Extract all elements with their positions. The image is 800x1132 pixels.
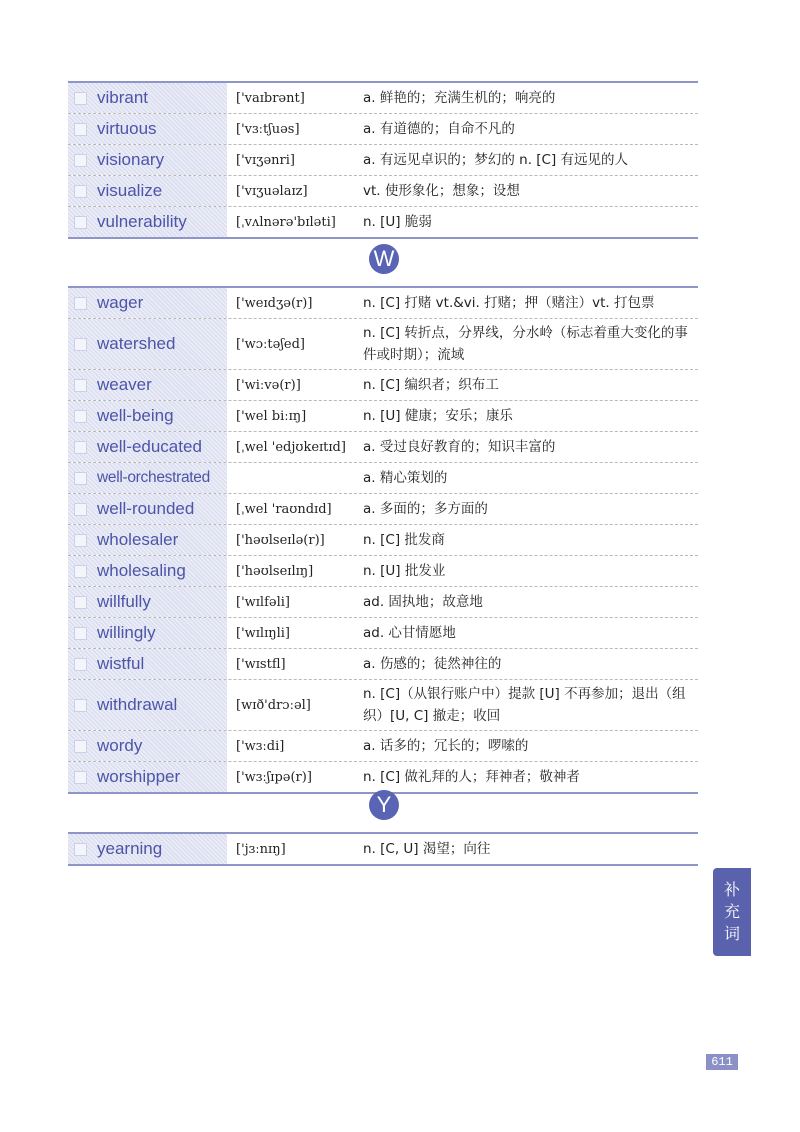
table-row <box>68 649 698 680</box>
vocab-table-w <box>68 286 698 794</box>
table-row <box>68 762 698 792</box>
entry-definition: n. [C] 编织者；织布工 <box>363 377 499 393</box>
section-letter-w: W <box>369 244 399 274</box>
table-row <box>68 556 698 587</box>
entry-phonetic: ['vɪʒuəlaɪz] <box>236 183 308 199</box>
side-tab-char: 充 <box>723 902 740 921</box>
entry-word: yearning <box>97 839 163 858</box>
table-row <box>68 680 698 731</box>
entry-definition: n. [C] 转折点，分界线，分水岭（标志着重大变化的事件或时期）；流域 <box>363 325 688 363</box>
entry-word: worshipper <box>97 767 181 786</box>
table-row <box>68 176 698 207</box>
checkbox[interactable] <box>74 185 87 198</box>
table-row <box>68 319 698 370</box>
entry-definition: a. 鲜艳的；充满生机的；响亮的 <box>363 90 556 106</box>
checkbox[interactable] <box>74 658 87 671</box>
entry-phonetic: ['wel biːɪŋ] <box>236 408 307 424</box>
entry-word: virtuous <box>97 119 157 138</box>
checkbox[interactable] <box>74 503 87 516</box>
entry-definition: a. 伤感的；徒然神往的 <box>363 656 502 672</box>
entry-definition: n. [U] 脆弱 <box>363 214 432 230</box>
checkbox[interactable] <box>74 740 87 753</box>
entry-phonetic: ['jɜːnɪŋ] <box>236 841 286 857</box>
entry-word: visualize <box>97 181 163 200</box>
entry-definition: ad. 心甘情愿地 <box>363 625 456 641</box>
entry-word: withdrawal <box>97 695 178 714</box>
checkbox[interactable] <box>74 338 87 351</box>
entry-phonetic: ['həʊlseɪlə(r)] <box>236 532 325 548</box>
vocab-table-v <box>68 81 698 239</box>
checkbox[interactable] <box>74 565 87 578</box>
entry-phonetic: ['vɜːtʃuəs] <box>236 121 300 137</box>
entry-definition: n. [U] 健康；安乐；康乐 <box>363 408 513 424</box>
entry-phonetic: [ˌvʌlnərə'bɪləti] <box>236 214 336 230</box>
entry-phonetic: ['wɜːdi] <box>236 738 285 754</box>
entry-definition: a. 多面的；多方面的 <box>363 501 488 517</box>
entry-phonetic: ['wɜːʃɪpə(r)] <box>236 769 312 785</box>
entry-word: wager <box>97 293 144 312</box>
entry-phonetic: [ˌwel 'raʊndɪd] <box>236 501 332 517</box>
checkbox[interactable] <box>74 154 87 167</box>
entry-phonetic: ['wɔːtəʃed] <box>236 336 305 352</box>
entry-word: well-being <box>97 406 174 425</box>
entry-phonetic: ['vɪʒənri] <box>236 152 295 168</box>
checkbox[interactable] <box>74 441 87 454</box>
entry-definition: a. 有道德的；自命不凡的 <box>363 121 515 137</box>
checkbox[interactable] <box>74 771 87 784</box>
entry-phonetic: [wɪð'drɔːəl] <box>236 697 311 713</box>
table-row <box>68 145 698 176</box>
entry-word: wholesaler <box>97 530 179 549</box>
checkbox[interactable] <box>74 627 87 640</box>
side-tab-char: 补 <box>723 880 740 899</box>
entry-word: wordy <box>97 736 143 755</box>
checkbox[interactable] <box>74 596 87 609</box>
entry-phonetic: ['vaɪbrənt] <box>236 90 305 106</box>
checkbox[interactable] <box>74 216 87 229</box>
checkbox[interactable] <box>74 92 87 105</box>
side-tab-supplementary-words[interactable] <box>713 868 751 956</box>
entry-definition: a. 受过良好教育的；知识丰富的 <box>363 439 556 455</box>
checkbox[interactable] <box>74 534 87 547</box>
entry-definition: vt. 使形象化；想象；设想 <box>363 183 520 199</box>
entry-word: well-educated <box>97 437 202 456</box>
entry-definition: n. [C, U] 渴望；向往 <box>363 841 491 857</box>
vocab-table-y <box>68 832 698 866</box>
side-tab-char: 词 <box>723 924 740 943</box>
entry-word: wholesaling <box>97 561 186 580</box>
entry-definition: n. [C] 批发商 <box>363 532 445 548</box>
entry-definition: n. [C]（从银行账户中）提款 [U] 不再参加；退出（组织）[U, C] 撤走；收回 <box>363 686 686 724</box>
entry-phonetic: [ˌwel 'edjʊkeɪtɪd] <box>236 439 346 455</box>
table-row <box>68 83 698 114</box>
checkbox[interactable] <box>74 699 87 712</box>
table-row <box>68 114 698 145</box>
entry-definition: n. [C] 做礼拜的人；拜神者；敬神者 <box>363 769 580 785</box>
entry-definition: ad. 固执地；故意地 <box>363 594 483 610</box>
table-row <box>68 731 698 762</box>
checkbox[interactable] <box>74 410 87 423</box>
entry-word: vibrant <box>97 88 149 107</box>
entry-phonetic: ['wɪlfəli] <box>236 594 290 610</box>
page-number: 611 <box>706 1054 738 1070</box>
table-row <box>68 401 698 432</box>
entry-definition: a. 精心策划的 <box>363 470 448 486</box>
entry-word: well-orchestrated <box>97 469 210 486</box>
entry-phonetic <box>228 463 363 493</box>
entry-phonetic: ['weɪdʒə(r)] <box>236 295 313 311</box>
table-row <box>68 494 698 525</box>
entry-phonetic: ['wiːvə(r)] <box>236 377 301 393</box>
entry-phonetic: ['wɪlɪŋli] <box>236 625 291 641</box>
entry-phonetic: ['wɪstfl] <box>236 656 286 672</box>
table-row <box>68 618 698 649</box>
section-letter-y: Y <box>369 790 399 820</box>
entry-definition: n. [C] 打赌 vt.&vi. 打赌；押（赌注）vt. 打包票 <box>363 295 655 311</box>
entry-word: watershed <box>97 334 176 353</box>
entry-word: vulnerability <box>97 212 187 231</box>
entry-phonetic: ['həʊlseɪlɪŋ] <box>236 563 314 579</box>
entry-word: well-rounded <box>97 499 195 518</box>
entry-word: wistful <box>97 654 145 673</box>
checkbox[interactable] <box>74 123 87 136</box>
table-row <box>68 463 698 494</box>
entry-definition: a. 有远见卓识的；梦幻的 n. [C] 有远见的人 <box>363 152 629 168</box>
entry-word: visionary <box>97 150 165 169</box>
entry-definition: a. 话多的；冗长的；啰嗦的 <box>363 738 529 754</box>
entry-definition: n. [U] 批发业 <box>363 563 446 579</box>
table-row <box>68 834 698 864</box>
checkbox[interactable] <box>74 472 87 485</box>
checkbox[interactable] <box>74 297 87 310</box>
checkbox[interactable] <box>74 843 87 856</box>
table-row <box>68 587 698 618</box>
table-row <box>68 432 698 463</box>
table-row <box>68 525 698 556</box>
table-row <box>68 288 698 319</box>
entry-word: willfully <box>97 592 151 611</box>
entry-word: weaver <box>97 375 152 394</box>
checkbox[interactable] <box>74 379 87 392</box>
table-row <box>68 207 698 237</box>
table-row <box>68 370 698 401</box>
entry-word: willingly <box>97 623 156 642</box>
